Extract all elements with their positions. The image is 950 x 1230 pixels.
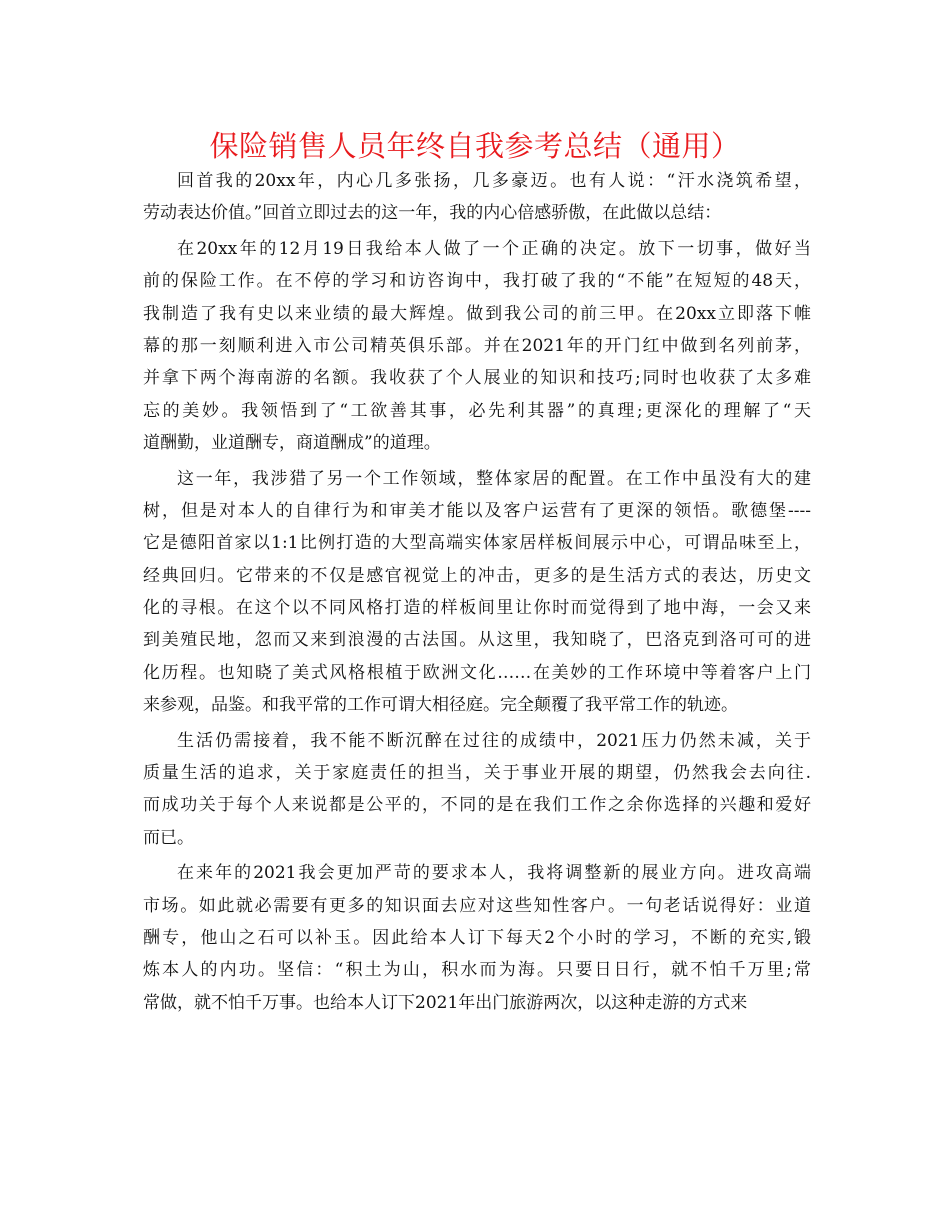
paragraph-line: 而已。 [143, 827, 194, 848]
paragraph-line: 经典回归。它带来的不仅是感官视觉上的冲击，更多的是生活方式的表达，历史文 [143, 565, 811, 586]
paragraph-line: 树，但是对本人的自律行为和审美才能以及客户运营有了更深的领悟。歌德堡---- [143, 500, 811, 521]
paragraph-line: 前的保险工作。在不停的学习和访咨询中，我打破了我的“不能”在短短的48天， [143, 271, 811, 292]
paragraph-line: 在20xx年的12月19日我给本人做了一个正确的决定。放下一切事，做好当 [177, 238, 811, 259]
paragraph-line: 酬专，他山之石可以补玉。因此给本人订下每天2个小时的学习，不断的充实,锻 [143, 927, 811, 948]
paragraph-line: 化历程。也知晓了美式风格根植于欧洲文化……在美妙的工作环境中等着客户上门 [143, 662, 811, 683]
paragraph-line: 忘的美妙。我领悟到了“工欲善其事，必先利其器”的真理;更深化的理解了“天 [143, 400, 811, 421]
paragraph-line: 幕的那一刻顺利进入市公司精英俱乐部。并在2021年的开门红中做到名列前茅， [143, 335, 811, 356]
document-title: 保险销售人员年终自我参考总结（通用） [209, 129, 741, 163]
paragraph-line: 化的寻根。在这个以不同风格打造的样板间里让你时而觉得到了地中海，一会又来 [143, 598, 811, 619]
paragraph-line: 在来年的2021我会更加严苛的要求本人，我将调整新的展业方向。进攻高端 [177, 863, 811, 884]
paragraph-line: 我制造了我有史以来业绩的最大辉煌。做到我公司的前三甲。在20xx立即落下帷 [143, 303, 811, 324]
paragraph-line: 并拿下两个海南游的名额。我收获了个人展业的知识和技巧;同时也收获了太多难 [143, 368, 811, 389]
paragraph [143, 233, 811, 460]
document-body [143, 165, 811, 1022]
paragraph-line: 这一年，我涉猎了另一个工作领域，整体家居的配置。在工作中虽没有大的建 [177, 468, 811, 489]
paragraph-line: 道酬勤，业道酬专，商道酬成”的道理。 [143, 433, 441, 454]
paragraph-line: 生活仍需接着，我不能不断沉醉在过往的成绩中，2021压力仍然未减，关于 [177, 730, 811, 751]
paragraph-line: 市场。如此就必需要有更多的知识面去应对这些知性客户。一句老话说得好：业道 [143, 895, 811, 916]
paragraph-line: 劳动表达价值。”回首立即过去的这一年，我的内心倍感骄傲，在此做以总结： [143, 203, 722, 224]
paragraph-line: 而成功关于每个人来说都是公平的，不同的是在我们工作之余你选择的兴趣和爱好 [143, 795, 811, 816]
paragraph-line: 炼本人的内功。坚信：“积土为山，积水而为海。只要日日行，就不怕千万里;常 [143, 960, 811, 981]
paragraph [143, 725, 811, 855]
paragraph-line: 来参观，品鉴。和我平常的工作可谓大相径庭。完全颠覆了我平常工作的轨迹。 [143, 695, 738, 716]
paragraph [143, 463, 811, 722]
paragraph [143, 857, 811, 1019]
paragraph-line: 到美殖民地，忽而又来到浪漫的古法国。从这里，我知晓了，巴洛克到洛可可的进 [143, 630, 811, 651]
paragraph-line: 回首我的20xx年，内心几多张扬，几多豪迈。也有人说：“汗水浇筑希望， [177, 171, 811, 191]
paragraph [143, 165, 811, 230]
paragraph-line: 质量生活的追求，关于家庭责任的担当，关于事业开展的期望，仍然我会去向往. [143, 763, 811, 784]
paragraph-line: 它是德阳首家以1:1比例打造的大型高端实体家居样板间展示中心，可谓品味至上， [143, 533, 811, 554]
paragraph-line: 常做，就不怕千万事。也给本人订下2021年出门旅游两次，以这种走游的方式来 [143, 992, 748, 1013]
